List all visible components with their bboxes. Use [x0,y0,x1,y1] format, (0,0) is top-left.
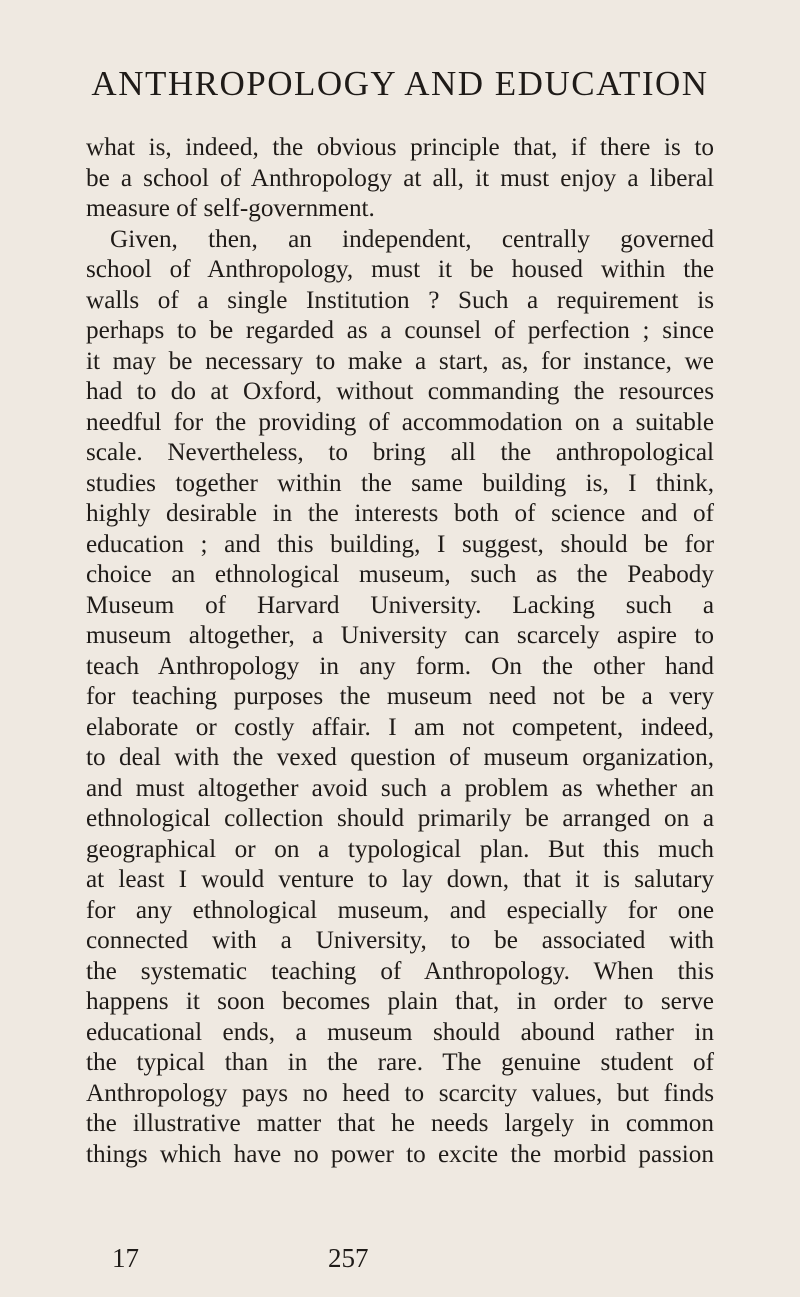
text-line: happens it soon becomes plain that, in order to serve [86,988,714,1015]
text-line: perhaps to be regarded as a counsel of perfection ; since [86,317,714,344]
signature-mark: 17 [112,1243,139,1273]
text-line: measure of self-government. [86,195,375,222]
text-line: museum altogether, a University can scarcely aspire to [86,622,714,649]
text-line: to deal with the vexed question of museum organization, [86,744,714,771]
text-line: Given, then, an independent, centrally governed [110,225,714,253]
text-line: walls of a single Institution ? Such a requirement is [86,286,714,314]
text-line: scale. Nevertheless, to bring all the anthropological [86,439,714,466]
text-line: geographical or on a typological plan. But this much [86,835,714,863]
text-line: for teaching purposes the museum need not be a very [86,683,714,710]
text-line: things which have no power to excite the morbid passion [86,1140,714,1168]
text-line: studies together within the same building is, I think, [86,469,714,497]
text-line: what is, indeed, the obvious principle that, if there is to [86,134,714,161]
text-line: Anthropology pays no heed to scarcity values, but finds [86,1079,714,1107]
text-line: at least I would venture to lay down, that it is salutary [86,866,714,893]
text-line: it may be necessary to make a start, as, for instance, we [86,347,714,375]
text-line: elaborate or costly affair. I am not competent, indeed, [86,713,714,741]
text-line: had to do at Oxford, without commanding the resources [86,378,714,405]
text-line: education ; and this building, I suggest, should be for [86,530,714,558]
text-line: the systematic teaching of Anthropology. When this [86,957,714,985]
text-line: highly desirable in the interests both of science and of [86,500,714,527]
running-head: ANTHROPOLOGY AND EDUCATION [91,64,709,103]
body-text [86,133,714,1170]
page-number: 257 [328,1243,369,1273]
text-line: and must altogether avoid such a problem as whether an [86,774,714,802]
text-line: Museum of Harvard University. Lacking such a [86,591,714,619]
text-line: the illustrative matter that he needs largely in common [86,1110,714,1137]
text-line: for any ethnological museum, and especially for one [86,896,714,924]
text-line: be a school of Anthropology at all, it must enjoy a liberal [86,164,714,192]
text-line: choice an ethnological museum, such as the Peabody [86,561,714,588]
text-line: school of Anthropology, must it be housed within the [86,256,714,283]
text-line: the typical than in the rare. The genuine student of [86,1049,714,1076]
text-line: teach Anthropology in any form. On the other hand [86,652,714,680]
text-line: needful for the providing of accommodation on a suitable [86,408,714,436]
text-line: ethnological collection should primarily be arranged on a [86,805,714,832]
text-line: connected with a University, to be associated with [86,927,714,954]
text-line: educational ends, a museum should abound rather in [86,1018,714,1046]
